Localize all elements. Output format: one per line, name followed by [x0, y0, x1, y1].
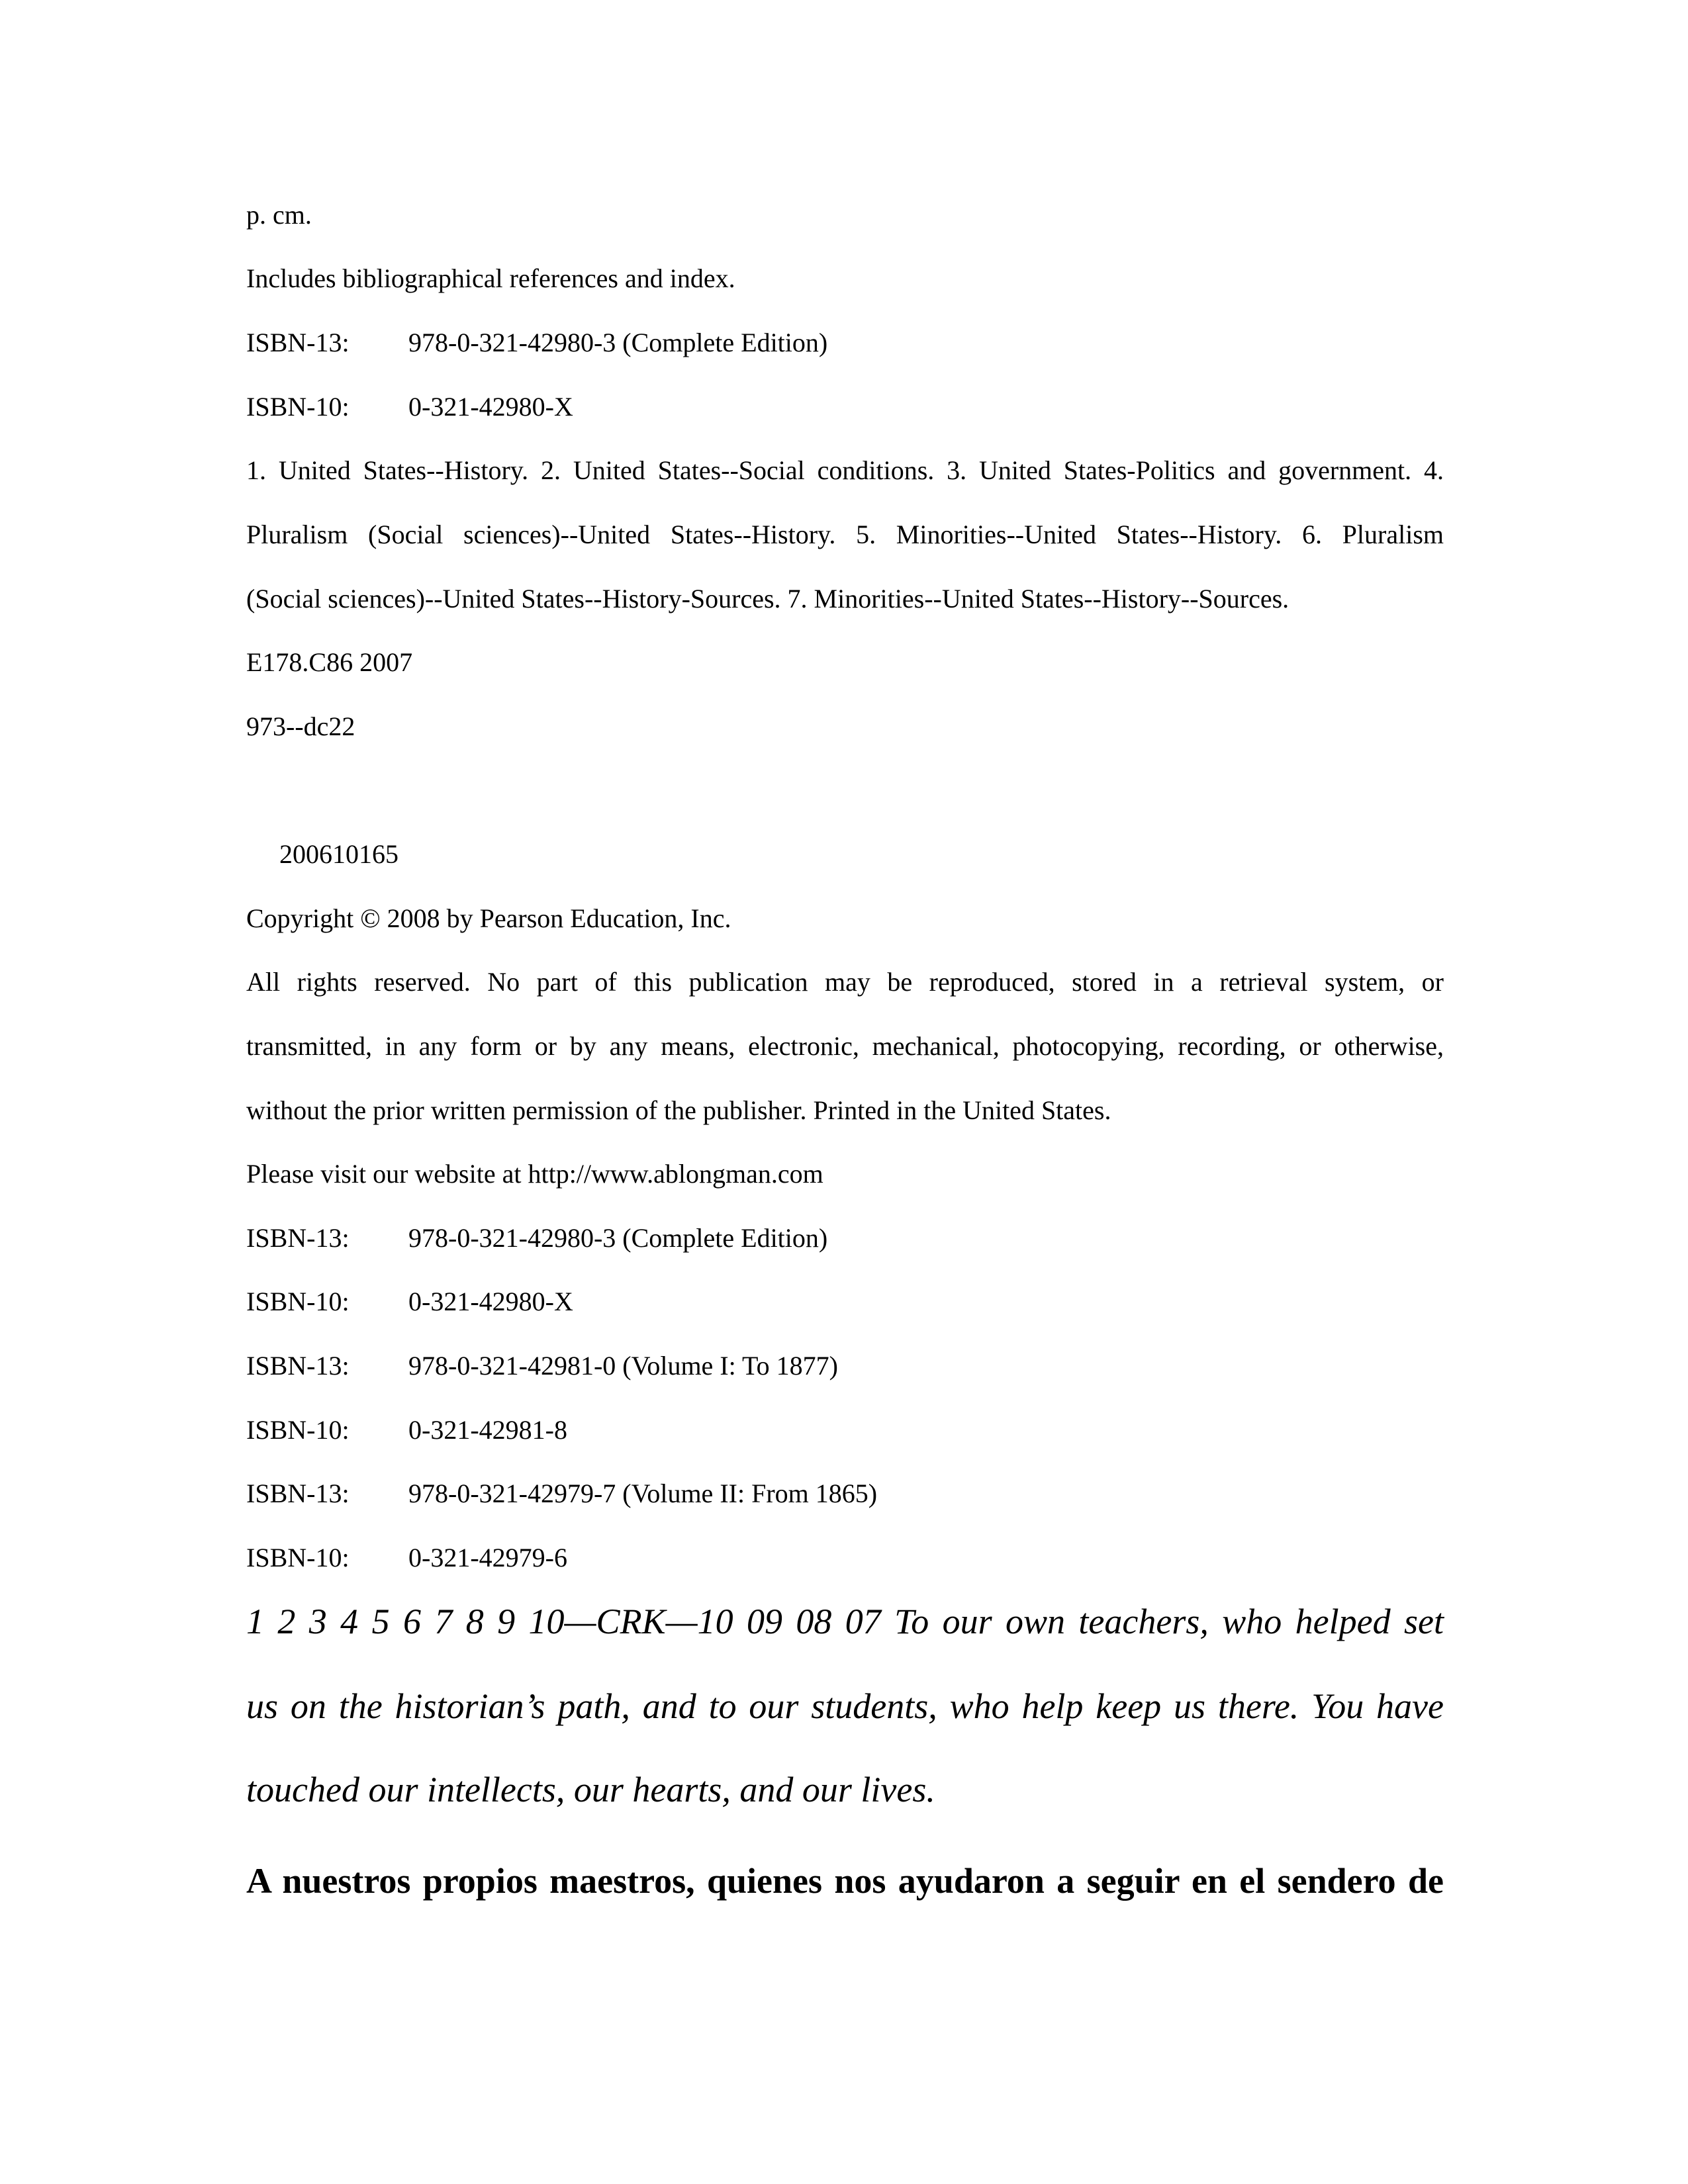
isbn-row: [246, 1222, 827, 1255]
isbn-value: 978-0-321-42980-3 (Complete Edition): [408, 328, 828, 357]
subjects-line-1: 1. United States--History. 2. United States--Social conditions. 3. United States-Politics and government. 4.: [246, 455, 1444, 485]
subjects-line-3: (Social sciences)--United States--History-Sources. 7. Minorities--United States--History--Sources.: [246, 584, 1289, 614]
rights-line-3: without the prior written permission of the publisher. Printed in the United States.: [246, 1095, 1111, 1125]
isbn-label: ISBN-13:: [246, 1479, 350, 1508]
call-number: E178.C86 2007: [246, 647, 413, 677]
dedication-line-1: 1 2 3 4 5 6 7 8 9 10—CRK—10 09 08 07 To our own teachers, who helped set: [246, 1602, 1444, 1641]
subjects-line-2: Pluralism (Social sciences)--United States--History. 5. Minorities--United States--History. 6. Pluralism: [246, 520, 1444, 549]
isbn-label: ISBN-10:: [246, 1287, 350, 1316]
rights-line-2: transmitted, in any form or by any means, electronic, mechanical, photocopying, recording, or otherwise,: [246, 1031, 1444, 1061]
spanish-dedication-line: A nuestros propios maestros, quienes nos ayudaron a seguir en el sendero de: [246, 1861, 1444, 1901]
dewey-number: 973--dc22: [246, 711, 355, 741]
isbn-row: [246, 1285, 573, 1318]
isbn-row: [246, 1414, 567, 1447]
lccn-number: 200610165: [279, 839, 399, 869]
isbn-label: ISBN-10:: [246, 1543, 350, 1572]
website-line: Please visit our website at http://www.ablongman.com: [246, 1159, 823, 1189]
isbn-row: [246, 1349, 838, 1383]
copyright-line: Copyright © 2008 by Pearson Education, Inc.: [246, 903, 731, 933]
isbn-label: ISBN-13:: [246, 1351, 350, 1381]
isbn-value: 0-321-42980-X: [408, 392, 573, 422]
isbn-label: ISBN-13:: [246, 1223, 350, 1253]
dedication-line-2: us on the historian’s path, and to our students, who help keep us there. You have: [246, 1686, 1444, 1726]
isbn-value: 978-0-321-42981-0 (Volume I: To 1877): [408, 1351, 838, 1381]
dedication-line-3: touched our intellects, our hearts, and our lives.: [246, 1770, 935, 1809]
isbn-row: [246, 1541, 567, 1574]
catalog-isbn10: [246, 390, 573, 424]
isbn-label: ISBN-10:: [246, 392, 350, 422]
isbn-label: ISBN-10:: [246, 1415, 350, 1445]
isbn-row: [246, 1477, 877, 1510]
rights-line-1: All rights reserved. No part of this publication may be reproduced, stored in a retrieval system, or: [246, 967, 1444, 997]
isbn-label: ISBN-13:: [246, 328, 350, 357]
isbn-value: 0-321-42979-6: [408, 1543, 567, 1572]
isbn-value: 0-321-42981-8: [408, 1415, 567, 1445]
bibliography-note: Includes bibliographical references and index.: [246, 263, 735, 293]
isbn-value: 978-0-321-42980-3 (Complete Edition): [408, 1223, 828, 1253]
catalog-isbn13: [246, 326, 827, 359]
isbn-value: 978-0-321-42979-7 (Volume II: From 1865): [408, 1479, 878, 1508]
pcm-line: p. cm.: [246, 200, 312, 230]
isbn-value: 0-321-42980-X: [408, 1287, 573, 1316]
